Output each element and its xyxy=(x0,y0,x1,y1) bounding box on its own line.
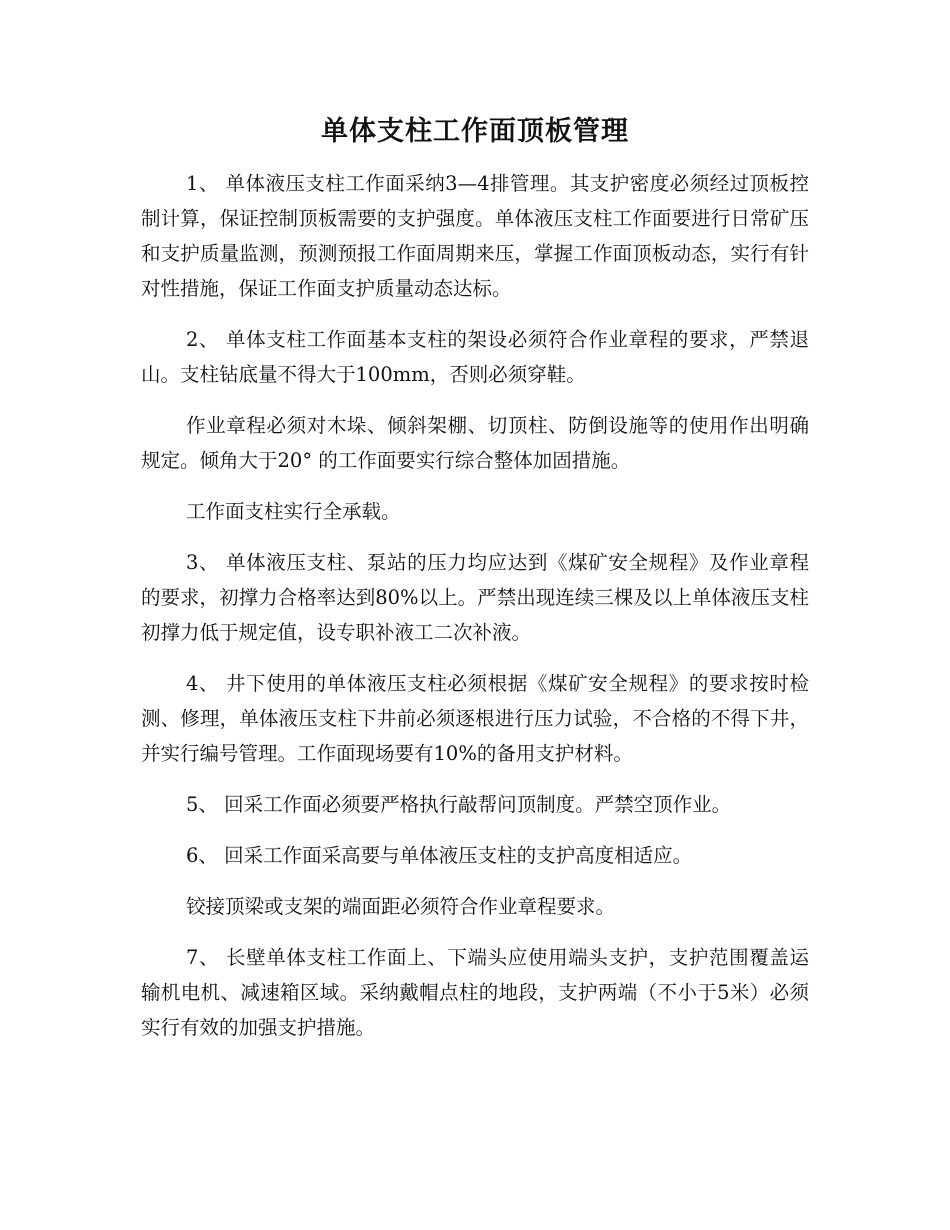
paragraph-7: 5、 回采工作面必须要严格执行敲帮问顶制度。严禁空顶作业。 xyxy=(186,793,732,816)
document-body xyxy=(141,166,809,1061)
paragraph-4: 工作面支柱实行全承载。 xyxy=(186,500,401,523)
paragraph-3: 作业章程必须对木垛、倾斜架棚、切顶柱、防倒设施等的使用作出明确规定。倾角大于20° 的工作面要实行综合整体加固措施。 xyxy=(141,414,809,472)
paragraph-10: 7、 长壁单体支柱工作面上、下端头应使用端头支护，支护范围覆盖运输机电机、减速箱区域。采纳戴帽点柱的地段，支护两端（不小于5米）必须实行有效的加强支护措施。 xyxy=(141,946,809,1039)
paragraph-5: 3、 单体液压支柱、泵站的压力均应达到《煤矿安全规程》及作业章程的要求，初撑力合格率达到80%以上。严禁出现连续三棵及以上单体液压支柱初撑力低于规定值，设专职补液工二次补液。 xyxy=(141,551,809,644)
paragraph-1: 1、 单体液压支柱工作面采纳3—4排管理。其支护密度必须经过顶板控制计算，保证控制顶板需要的支护强度。单体液压支柱工作面要进行日常矿压和支护质量监测，预测预报工作面周期来压，掌握工作面顶板动态，实行有针对性措施，保证工作面支护质量动态达标。 xyxy=(141,172,809,300)
paragraph-9: 铰接顶梁或支架的端面距必须符合作业章程要求。 xyxy=(186,895,616,918)
paragraph-8: 6、 回采工作面采高要与单体液压支柱的支护高度相适应。 xyxy=(186,844,693,867)
document-title: 单体支柱工作面顶板管理 xyxy=(321,116,629,147)
paragraph-2: 2、 单体支柱工作面基本支柱的架设必须符合作业章程的要求，严禁退山。支柱钻底量不得大于100mm，否则必须穿鞋。 xyxy=(141,328,809,386)
paragraph-6: 4、 井下使用的单体液压支柱必须根据《煤矿安全规程》的要求按时检测、修理，单体液压支柱下井前必须逐根进行压力试验，不合格的不得下井，并实行编号管理。工作面现场要有10%的备用支护材料。 xyxy=(141,672,809,765)
